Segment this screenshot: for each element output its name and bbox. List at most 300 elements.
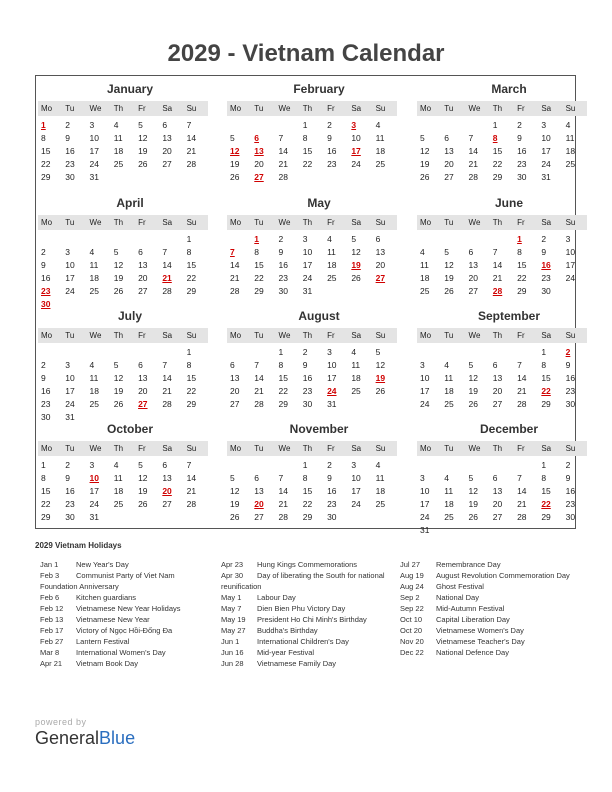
- day-cell: 26: [113, 399, 124, 409]
- day-cell: 24: [65, 286, 75, 296]
- day-cell: 17: [327, 373, 337, 383]
- day-cell: 24: [565, 273, 576, 283]
- day-cell: 7: [278, 133, 284, 143]
- day-cell: 20: [254, 159, 264, 169]
- day-blank: [62, 233, 86, 246]
- day-cell: 12: [468, 373, 478, 383]
- day-cell: 5: [444, 247, 449, 257]
- day-cell: 13: [492, 486, 503, 496]
- holiday-date-label: Feb 6: [40, 593, 60, 602]
- day-cell: 29: [41, 512, 51, 522]
- day-cell: 16: [65, 486, 75, 496]
- day-cell: 9: [65, 133, 70, 143]
- day-blank: [514, 459, 538, 472]
- month-september: [417, 308, 587, 411]
- holiday-date: 10: [89, 473, 99, 483]
- day-cell: 6: [375, 234, 381, 244]
- day-cell: 31: [65, 412, 75, 422]
- day-grid: [417, 346, 587, 411]
- weekday-header: [38, 441, 208, 456]
- day-cell: 26: [420, 172, 430, 182]
- month-may: [227, 195, 397, 298]
- day-cell: 4: [375, 460, 381, 470]
- day-cell: 5: [468, 473, 474, 483]
- weekday-label: Th: [113, 104, 124, 113]
- day-cell: 5: [375, 347, 381, 357]
- holiday-entry: [221, 647, 391, 658]
- day-cell: 20: [375, 260, 386, 270]
- day-blank: [135, 233, 159, 246]
- day-cell: 11: [89, 373, 99, 383]
- holiday-name: Day of liberating the South for national reunification: [221, 571, 385, 591]
- month-june: [417, 195, 587, 298]
- holiday-date: 20: [162, 486, 172, 496]
- weekday-header: [38, 101, 208, 116]
- day-cell: 2: [517, 120, 522, 130]
- holiday-name: International Women's Day: [76, 648, 166, 657]
- day-cell: 22: [186, 386, 197, 396]
- day-cell: 6: [138, 247, 143, 257]
- day-cell: 6: [444, 133, 449, 143]
- holiday-date: 2: [565, 347, 571, 357]
- day-cell: 20: [492, 386, 503, 396]
- weekday-label: Tu: [444, 104, 454, 113]
- day-cell: 10: [420, 486, 430, 496]
- day-cell: 20: [162, 146, 172, 156]
- holiday-name: National Defence Day: [436, 648, 509, 657]
- day-cell: 23: [517, 159, 527, 169]
- month-name: September: [477, 309, 541, 323]
- day-cell: 30: [565, 512, 576, 522]
- day-cell: 1: [492, 120, 498, 130]
- weekday-label: We: [89, 331, 102, 340]
- day-cell: 22: [41, 499, 51, 509]
- day-cell: 25: [444, 399, 454, 409]
- day-blank: [111, 233, 135, 246]
- weekday-label: Fr: [517, 331, 525, 340]
- day-cell: 17: [65, 273, 75, 283]
- holiday-date-label: Jun 1: [221, 637, 240, 646]
- month-name: November: [289, 422, 349, 436]
- day-cell: 2: [541, 234, 547, 244]
- day-cell: 15: [186, 373, 197, 383]
- day-cell: 29: [186, 399, 197, 409]
- holiday-date-label: Feb 27: [40, 637, 64, 646]
- day-cell: 6: [138, 360, 143, 370]
- weekday-label: Mo: [230, 444, 242, 453]
- day-blank: [159, 346, 183, 359]
- day-cell: 15: [541, 486, 551, 496]
- day-cell: 15: [302, 486, 313, 496]
- day-cell: 23: [41, 399, 51, 409]
- weekday-label: We: [468, 218, 481, 227]
- weekday-label: We: [278, 444, 291, 453]
- day-cell: 9: [302, 360, 308, 370]
- holiday-name: Hung Kings Commemorations: [257, 560, 358, 569]
- day-cell: 3: [89, 460, 95, 470]
- day-cell: 9: [41, 260, 46, 270]
- day-cell: 19: [468, 499, 478, 509]
- month-name: February: [293, 82, 345, 96]
- day-cell: 22: [517, 273, 527, 283]
- day-cell: 22: [302, 159, 313, 169]
- day-cell: 7: [468, 133, 474, 143]
- brand-footer[interactable]: [35, 717, 135, 749]
- day-cell: 25: [113, 499, 124, 509]
- weekday-label: Su: [375, 444, 386, 453]
- holiday-entry: [40, 559, 212, 570]
- day-cell: 29: [541, 399, 551, 409]
- day-cell: 13: [492, 373, 503, 383]
- day-cell: 14: [517, 373, 527, 383]
- day-cell: 25: [375, 499, 386, 509]
- day-blank: [466, 233, 490, 246]
- day-cell: 10: [65, 260, 75, 270]
- day-cell: 16: [278, 260, 288, 270]
- day-cell: 27: [138, 286, 148, 296]
- weekday-label: We: [468, 331, 481, 340]
- day-cell: 22: [254, 273, 264, 283]
- holiday-date-label: Jan 1: [40, 560, 59, 569]
- holiday-entry: [400, 570, 575, 581]
- day-cell: 16: [41, 273, 51, 283]
- day-cell: 24: [541, 159, 551, 169]
- holiday-date: 24: [327, 386, 337, 396]
- day-cell: 27: [162, 159, 172, 169]
- day-cell: 22: [302, 499, 313, 509]
- weekday-label: Tu: [65, 218, 75, 227]
- weekday-label: Fr: [327, 444, 335, 453]
- holiday-name: Ghost Festival: [436, 582, 484, 591]
- day-cell: 2: [327, 460, 332, 470]
- holiday-entry: [400, 625, 575, 636]
- holiday-name: August Revolution Commemoration Day: [436, 571, 570, 580]
- day-cell: 30: [565, 399, 576, 409]
- day-blank: [466, 346, 490, 359]
- weekday-label: Th: [492, 331, 503, 340]
- day-cell: 7: [517, 360, 522, 370]
- day-blank: [227, 459, 251, 472]
- day-cell: 3: [565, 234, 571, 244]
- day-cell: 12: [351, 247, 361, 257]
- day-blank: [490, 233, 514, 246]
- weekday-header: [417, 101, 587, 116]
- day-cell: 4: [89, 360, 95, 370]
- day-cell: 22: [278, 386, 288, 396]
- holiday-date: 28: [492, 286, 503, 296]
- weekday-label: Fr: [517, 444, 525, 453]
- day-cell: 1: [186, 347, 192, 357]
- day-cell: 12: [420, 146, 430, 156]
- month-name: October: [106, 422, 153, 436]
- weekday-label: Tu: [65, 444, 75, 453]
- day-cell: 23: [278, 273, 288, 283]
- day-cell: 2: [65, 120, 70, 130]
- day-cell: 19: [113, 386, 124, 396]
- day-cell: 30: [65, 172, 75, 182]
- day-cell: 6: [162, 120, 168, 130]
- day-cell: 21: [278, 499, 288, 509]
- weekday-label: Tu: [65, 104, 75, 113]
- month-july: [38, 308, 208, 424]
- holiday-date-label: Jun 16: [221, 648, 244, 657]
- month-august: [227, 308, 397, 411]
- day-cell: 10: [351, 133, 361, 143]
- weekday-label: Sa: [162, 104, 173, 113]
- day-cell: 21: [254, 386, 264, 396]
- holiday-entry: [221, 603, 391, 614]
- weekday-label: Su: [565, 104, 576, 113]
- holiday-date-label: May 19: [221, 615, 246, 624]
- holiday-date: 30: [41, 299, 51, 309]
- weekday-label: Su: [565, 331, 576, 340]
- holiday-entry: [400, 559, 575, 570]
- day-cell: 14: [468, 146, 478, 156]
- day-cell: 6: [492, 473, 498, 483]
- weekday-label: Fr: [138, 331, 146, 340]
- day-cell: 1: [302, 460, 308, 470]
- month-october: [38, 421, 208, 524]
- holiday-date: 27: [375, 273, 386, 283]
- day-blank: [441, 119, 465, 132]
- day-cell: 1: [278, 347, 284, 357]
- weekday-label: Mo: [420, 218, 432, 227]
- day-cell: 18: [351, 373, 361, 383]
- month-name: March: [491, 82, 527, 96]
- holiday-entry: [221, 658, 391, 669]
- day-cell: 6: [492, 360, 498, 370]
- holiday-entry: [400, 592, 575, 603]
- weekday-label: Sa: [541, 104, 552, 113]
- day-cell: 23: [565, 499, 576, 509]
- day-cell: 11: [113, 133, 123, 143]
- month-november: [227, 421, 397, 524]
- day-cell: 12: [138, 473, 148, 483]
- day-cell: 26: [113, 286, 124, 296]
- weekday-label: Sa: [541, 218, 552, 227]
- day-cell: 18: [444, 386, 454, 396]
- day-cell: 14: [517, 486, 527, 496]
- day-cell: 18: [420, 273, 430, 283]
- holiday-date: 27: [138, 399, 148, 409]
- day-cell: 9: [327, 133, 332, 143]
- holiday-entry: [400, 636, 575, 647]
- day-cell: 16: [327, 146, 337, 156]
- day-cell: 5: [230, 133, 235, 143]
- day-cell: 1: [541, 460, 547, 470]
- day-cell: 27: [230, 399, 240, 409]
- weekday-label: Fr: [327, 104, 335, 113]
- day-cell: 11: [444, 486, 454, 496]
- weekday-label: Tu: [444, 444, 454, 453]
- day-cell: 18: [375, 146, 386, 156]
- day-cell: 30: [65, 512, 75, 522]
- holiday-entry: [400, 647, 575, 658]
- month-january: [38, 81, 208, 184]
- weekday-label: Th: [302, 104, 313, 113]
- day-cell: 24: [89, 499, 99, 509]
- day-cell: 5: [113, 247, 119, 257]
- month-name: July: [117, 309, 142, 323]
- day-cell: 31: [89, 512, 99, 522]
- day-cell: 8: [186, 247, 192, 257]
- holiday-name: Capital Liberation Day: [436, 615, 510, 624]
- weekday-label: We: [278, 104, 291, 113]
- holiday-date-label: Aug 19: [400, 571, 424, 580]
- holiday-date-label: Apr 23: [221, 560, 244, 569]
- day-blank: [417, 346, 441, 359]
- holiday-date-label: Feb 12: [40, 604, 64, 613]
- holiday-name: Vietnamese New Year: [76, 615, 150, 624]
- day-cell: 2: [327, 120, 332, 130]
- day-cell: 7: [492, 247, 498, 257]
- day-cell: 23: [65, 499, 75, 509]
- holiday-entry: [40, 603, 212, 614]
- holiday-date-label: Dec 22: [400, 648, 424, 657]
- day-cell: 30: [327, 512, 337, 522]
- day-cell: 17: [302, 260, 313, 270]
- day-cell: 28: [230, 286, 240, 296]
- day-cell: 28: [186, 499, 197, 509]
- day-cell: 7: [186, 460, 192, 470]
- day-cell: 3: [541, 120, 547, 130]
- day-blank: [514, 346, 538, 359]
- day-grid: [417, 459, 587, 537]
- day-cell: 13: [138, 373, 148, 383]
- weekday-label: Fr: [517, 104, 525, 113]
- holiday-name: National Day: [436, 593, 479, 602]
- day-cell: 19: [444, 273, 454, 283]
- day-cell: 5: [113, 360, 119, 370]
- weekday-label: Sa: [541, 444, 552, 453]
- day-cell: 10: [327, 360, 337, 370]
- day-cell: 8: [541, 360, 547, 370]
- day-cell: 9: [565, 473, 571, 483]
- day-cell: 1: [541, 347, 547, 357]
- day-cell: 3: [89, 120, 95, 130]
- day-cell: 13: [138, 260, 148, 270]
- month-april: [38, 195, 208, 311]
- day-cell: 25: [113, 159, 124, 169]
- day-cell: 14: [162, 373, 172, 383]
- holiday-entry: [221, 592, 391, 603]
- holiday-date-label: May 1: [221, 593, 242, 602]
- day-cell: 3: [65, 360, 70, 370]
- weekday-label: Su: [565, 218, 576, 227]
- day-blank: [38, 346, 62, 359]
- day-cell: 21: [517, 499, 527, 509]
- day-cell: 14: [162, 260, 172, 270]
- day-cell: 12: [113, 373, 124, 383]
- weekday-label: We: [89, 218, 102, 227]
- day-cell: 10: [302, 247, 313, 257]
- weekday-header: [227, 215, 397, 230]
- weekday-label: Th: [492, 104, 503, 113]
- holiday-date: 27: [254, 172, 264, 182]
- holiday-date: 20: [254, 499, 264, 509]
- day-cell: 15: [254, 260, 264, 270]
- day-cell: 5: [230, 473, 235, 483]
- day-cell: 6: [468, 247, 474, 257]
- day-cell: 21: [492, 273, 503, 283]
- day-cell: 9: [541, 247, 547, 257]
- holiday-name: Kitchen guardians: [76, 593, 137, 602]
- day-cell: 8: [302, 473, 308, 483]
- holidays-heading: 2029 Vietnam Holidays: [35, 541, 122, 550]
- day-cell: 2: [302, 347, 308, 357]
- day-cell: 15: [278, 373, 288, 383]
- holiday-date-label: Feb 3: [40, 571, 60, 580]
- holiday-entry: [221, 636, 391, 647]
- day-cell: 26: [230, 512, 240, 522]
- day-cell: 9: [565, 360, 571, 370]
- weekday-label: Th: [302, 218, 313, 227]
- day-cell: 20: [138, 386, 148, 396]
- day-cell: 4: [113, 120, 119, 130]
- day-cell: 8: [41, 133, 46, 143]
- weekday-label: We: [468, 104, 481, 113]
- day-cell: 30: [541, 286, 551, 296]
- day-grid: [38, 119, 208, 184]
- day-cell: 18: [89, 273, 99, 283]
- holiday-name: Communist Party of Viet Nam Foundation Anniversary: [40, 571, 175, 591]
- day-cell: 19: [420, 159, 430, 169]
- day-cell: 28: [186, 159, 197, 169]
- day-cell: 19: [138, 146, 148, 156]
- weekday-label: Mo: [230, 218, 242, 227]
- weekday-label: Th: [492, 218, 503, 227]
- day-cell: 28: [162, 399, 172, 409]
- day-cell: 17: [89, 146, 99, 156]
- holiday-list-column-2: [221, 559, 391, 669]
- day-cell: 16: [65, 146, 75, 156]
- holiday-date-label: Oct 20: [400, 626, 423, 635]
- day-cell: 23: [541, 273, 551, 283]
- day-cell: 10: [65, 373, 75, 383]
- day-cell: 6: [230, 360, 235, 370]
- holiday-name: Mid-year Festival: [257, 648, 315, 657]
- day-cell: 3: [327, 347, 332, 357]
- day-blank: [417, 459, 441, 472]
- day-cell: 12: [230, 486, 240, 496]
- day-grid: [227, 346, 397, 411]
- day-cell: 30: [302, 399, 313, 409]
- holiday-entry: [400, 614, 575, 625]
- weekday-label: Su: [565, 444, 576, 453]
- day-cell: 31: [302, 286, 313, 296]
- weekday-label: Su: [186, 444, 197, 453]
- day-cell: 11: [375, 473, 385, 483]
- day-cell: 13: [162, 473, 172, 483]
- day-cell: 13: [162, 133, 172, 143]
- holiday-entry: [221, 614, 391, 625]
- day-cell: 26: [351, 273, 361, 283]
- weekday-label: Fr: [138, 444, 146, 453]
- month-february: [227, 81, 397, 184]
- day-cell: 12: [468, 486, 478, 496]
- weekday-label: Fr: [138, 104, 146, 113]
- weekday-label: Su: [186, 218, 197, 227]
- day-cell: 24: [65, 399, 75, 409]
- weekday-label: We: [278, 331, 291, 340]
- calendar-grid: [35, 75, 576, 535]
- day-cell: 2: [565, 460, 571, 470]
- day-cell: 1: [41, 460, 46, 470]
- holiday-date-label: Sep 2: [400, 593, 420, 602]
- day-blank: [276, 459, 300, 472]
- holiday-date-label: May 27: [221, 626, 246, 635]
- weekday-label: Mo: [41, 331, 53, 340]
